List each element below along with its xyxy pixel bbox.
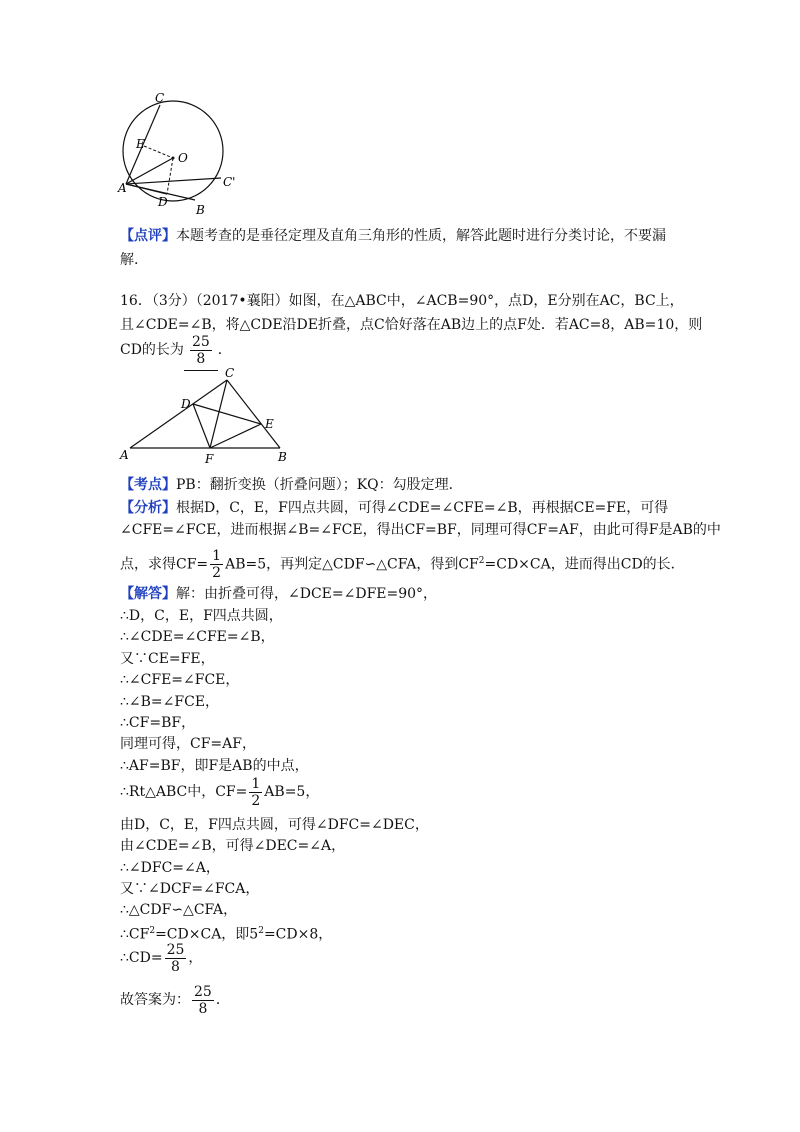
answer-denominator: 8 [196,350,206,367]
review-text-2: 解. [120,252,139,268]
jieda-line-11: 由∠CDE=∠B，可得∠DEC=∠A， [120,838,346,854]
dashed-EO [144,146,173,158]
jieda-line-14: ∴△CDF∽△CFA， [120,902,238,918]
label-E: E [265,417,274,431]
jieda-line-15-post: =CD×8， [263,926,333,943]
label-D: D [158,195,168,209]
segment-DF [193,404,210,448]
jieda-half-num: 1 [251,775,261,792]
label-C: C [155,91,165,105]
circle [123,101,223,201]
fenxi-text-1: 根据D，C，E，F四点共圆，可得∠CDE=∠CFE=∠B，再根据CE=FE，可得 [176,500,669,516]
answer-fraction [190,334,212,367]
final-answer-num: 25 [194,983,212,1000]
jieda-line-10: 由D，C，E，F四点共圆，可得∠DFC=∠DEC， [120,817,429,833]
jieda-line-17-post: ． [215,992,230,1008]
jieda-tag: 【解答】 [120,586,176,602]
label-C-prime: C' [223,175,236,189]
label-O: O [178,151,188,165]
fenxi-line-1 [120,498,668,518]
review-line-1 [120,226,666,246]
fenxi-tag: 【分析】 [120,500,176,516]
fenxi-fraction [210,548,223,581]
fenxi-line-3 [120,541,685,585]
jieda-line-4: ∴∠CFE=∠FCE， [120,672,240,688]
jieda-cd-num: 25 [166,941,185,958]
jieda-text-0: 解：由折叠可得，∠DCE=∠DFE=90°， [176,586,438,602]
label-D: D [181,397,191,411]
jieda-line-1: ∴D，C，E，F四点共圆， [120,608,283,624]
problem-line-1: 16．（3分）（2017•襄阳）如图，在△ABC中，∠ACB=90°，点D，E分别在AC，BC上， [120,293,684,309]
final-answer-fraction [192,984,214,1017]
circle-figure [110,88,250,223]
segment-EF [210,424,261,448]
jieda-line-13: 又∵∠DCF=∠FCA， [120,881,260,897]
jieda-line-7: 同理可得，CF=AF， [120,736,256,752]
triangle-figure [115,366,295,466]
fenxi-sup: 2 [478,556,485,566]
jieda-line-16-pre: ∴CD= [120,950,163,966]
jieda-cd-den: 8 [171,958,180,975]
fenxi-line-3-pre: 点，求得CF= [120,556,209,573]
jieda-sup-2: 2 [258,926,264,936]
jieda-line-16 [120,938,202,978]
jieda-line-12: ∴∠DFC=∠A， [120,860,220,876]
jieda-line-16-post: ， [188,950,203,966]
jieda-line-8: ∴AF=BF，即F是AB的中点， [120,758,309,774]
jieda-line-5: ∴∠B=∠FCE， [120,694,220,710]
problem-line-3 [120,330,232,371]
kaodian-text: PB：翻折变换（折叠问题）；KQ：勾股定理． [176,477,463,493]
jieda-line-2: ∴∠CDE=∠CFE=∠B， [120,629,275,645]
fenxi-frac-den: 2 [212,565,222,582]
jieda-line-9-pre: ∴Rt△ABC中，CF= [120,784,248,800]
segment-AC-prime [126,178,221,184]
review-text-1: 本题考查的是垂径定理及直角三角形的性质，解答此题时进行分类讨论，不要漏 [176,228,666,244]
label-C: C [225,366,235,380]
jieda-line-15-mid: =CD×CA，即5 [155,926,259,943]
problem-line-2: 且∠CDE=∠B，将△CDE沿DE折叠，点C恰好落在AB边上的点F处．若AC=8，AB=10，则 [120,317,703,333]
label-E: E [136,137,145,151]
final-answer-den: 8 [198,1000,208,1017]
jieda-line-9-post: AB=5， [264,784,320,800]
segment-AO [126,158,173,184]
jieda-line-17-pre: 故答案为： [120,992,190,1008]
jieda-line-9 [120,772,319,812]
center-point [172,157,175,160]
jieda-fraction-half [249,776,262,809]
jieda-line-17 [120,980,230,1020]
problem-line-3-pre: CD的长为 [120,342,184,358]
jieda-line-3: 又∵CE=FE， [120,651,215,667]
jieda-line-0 [120,584,437,604]
fenxi-line-2: ∠CFE=∠FCE，进而根据∠B=∠FCE，得出CF=BF，同理可得CF=AF，由此可得F是AB的中 [120,522,721,538]
label-F: F [205,452,214,466]
review-tag: 【点评】 [120,228,176,244]
segment-DE [193,404,261,424]
problem-line-3-post: ． [217,342,232,358]
fenxi-line-3-post: =CD×CA，进而得出CD的长． [484,556,685,573]
jieda-line-6: ∴CF=BF， [120,715,196,731]
segment-CB [227,380,280,448]
review-line-2 [120,250,138,270]
label-B: B [278,450,287,464]
dashed-OD [167,158,173,194]
answer-numerator: 25 [191,333,210,350]
answer-blank [184,330,218,371]
fenxi-line-3-mid: AB=5，再判定△CDF∽△CFA，得到CF [225,556,479,573]
kaodian-tag: 【考点】 [120,477,176,493]
jieda-half-den: 2 [251,792,261,809]
label-A: A [120,448,129,462]
label-A: A [118,181,127,195]
jieda-cd-fraction [165,942,187,975]
segment-AD [126,184,167,194]
jieda-line-15-pre: ∴CF [120,926,150,943]
jieda-sup-1: 2 [149,926,156,936]
label-B: B [196,203,205,217]
fenxi-frac-num: 1 [212,548,222,565]
kaodian-line [120,475,463,495]
